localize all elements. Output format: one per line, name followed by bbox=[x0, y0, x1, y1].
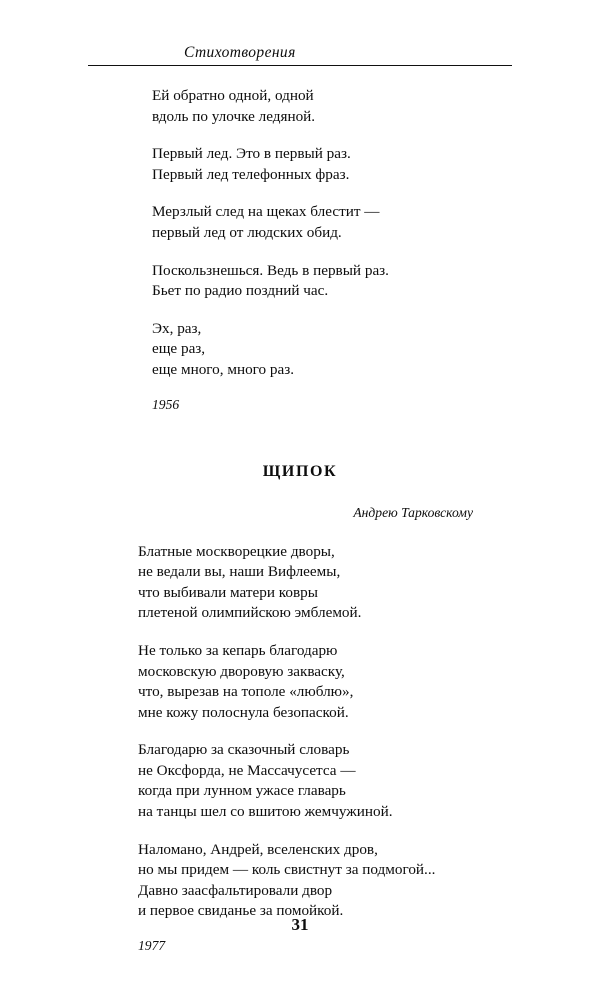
verse-line: первый лед от людских обид. bbox=[152, 223, 342, 241]
verse-line: Наломано, Андрей, вселенских дров, bbox=[138, 840, 378, 858]
section-spacer bbox=[0, 414, 600, 463]
verse-line: не Оксфорда, не Массачусетса — bbox=[138, 761, 356, 779]
running-head bbox=[88, 44, 512, 66]
verse-line: не ведали вы, наши Вифлеемы, bbox=[138, 563, 341, 581]
running-head-title: Стихотворения bbox=[184, 44, 296, 61]
stanza bbox=[0, 542, 600, 624]
page-number: 31 bbox=[291, 915, 309, 934]
verse-line: Бьет по радио поздний час. bbox=[152, 282, 329, 300]
verse-line: Блатные москворецкие дворы, bbox=[138, 542, 335, 560]
verse-line: вдоль по улочке ледяной. bbox=[152, 107, 316, 125]
stanza bbox=[0, 261, 600, 302]
page-body bbox=[0, 86, 600, 955]
verse-line: Поскользнешься. Ведь в первый раз. bbox=[152, 261, 389, 279]
verse-line: Не только за кепарь благодарю bbox=[138, 641, 338, 659]
stanza bbox=[0, 86, 600, 127]
verse-line: мне кожу полоснула безопаской. bbox=[138, 703, 349, 721]
poem-dedication: Андрею Тарковскому bbox=[353, 504, 473, 520]
running-head-rule bbox=[88, 65, 512, 66]
verse-line: на танцы шел со вшитою жемчужиной. bbox=[138, 803, 393, 821]
verse-line: Первый лед. Это в первый раз. bbox=[152, 145, 351, 163]
stanza bbox=[0, 641, 600, 723]
poem-shchipok bbox=[0, 463, 600, 956]
verse-line: но мы придем — коль свистнут за подмогой... bbox=[138, 861, 436, 879]
verse-line: Первый лед телефонных фраз. bbox=[152, 165, 350, 183]
verse-line: когда при лунном ужасе главарь bbox=[138, 782, 346, 800]
verse-line: Давно заасфальтировали двор bbox=[138, 881, 333, 899]
stanza bbox=[0, 144, 600, 185]
verse-line: Эх, раз, bbox=[152, 319, 202, 337]
verse-line: Ей обратно одной, одной bbox=[152, 87, 314, 104]
stanza bbox=[0, 202, 600, 243]
poem-year: 1956 bbox=[152, 396, 180, 412]
verse-line: еще раз, bbox=[152, 340, 206, 358]
verse-line: что, вырезав на тополе «люблю», bbox=[138, 683, 354, 701]
verse-line: Мерзлый след на щеках блестит — bbox=[152, 203, 380, 221]
poem-year: 1977 bbox=[138, 938, 166, 954]
dedication-spacer bbox=[0, 521, 600, 542]
verse-line: Благодарю за сказочный словарь bbox=[138, 741, 350, 759]
verse-line: еще много, много раз. bbox=[152, 360, 295, 378]
poem-title: ЩИПОК bbox=[262, 462, 338, 480]
verse-line: что выбивали матери ковры bbox=[138, 583, 318, 601]
stanza bbox=[0, 319, 600, 381]
poem-continued bbox=[0, 86, 600, 414]
verse-line: плетеной олимпийскою эмблемой. bbox=[138, 604, 362, 622]
stanza bbox=[0, 740, 600, 822]
verse-line: и первое свиданье за помойкой. bbox=[138, 902, 344, 920]
title-spacer bbox=[0, 481, 600, 505]
verse-line: московскую дворовую закваску, bbox=[138, 662, 345, 680]
stanza bbox=[0, 840, 600, 922]
